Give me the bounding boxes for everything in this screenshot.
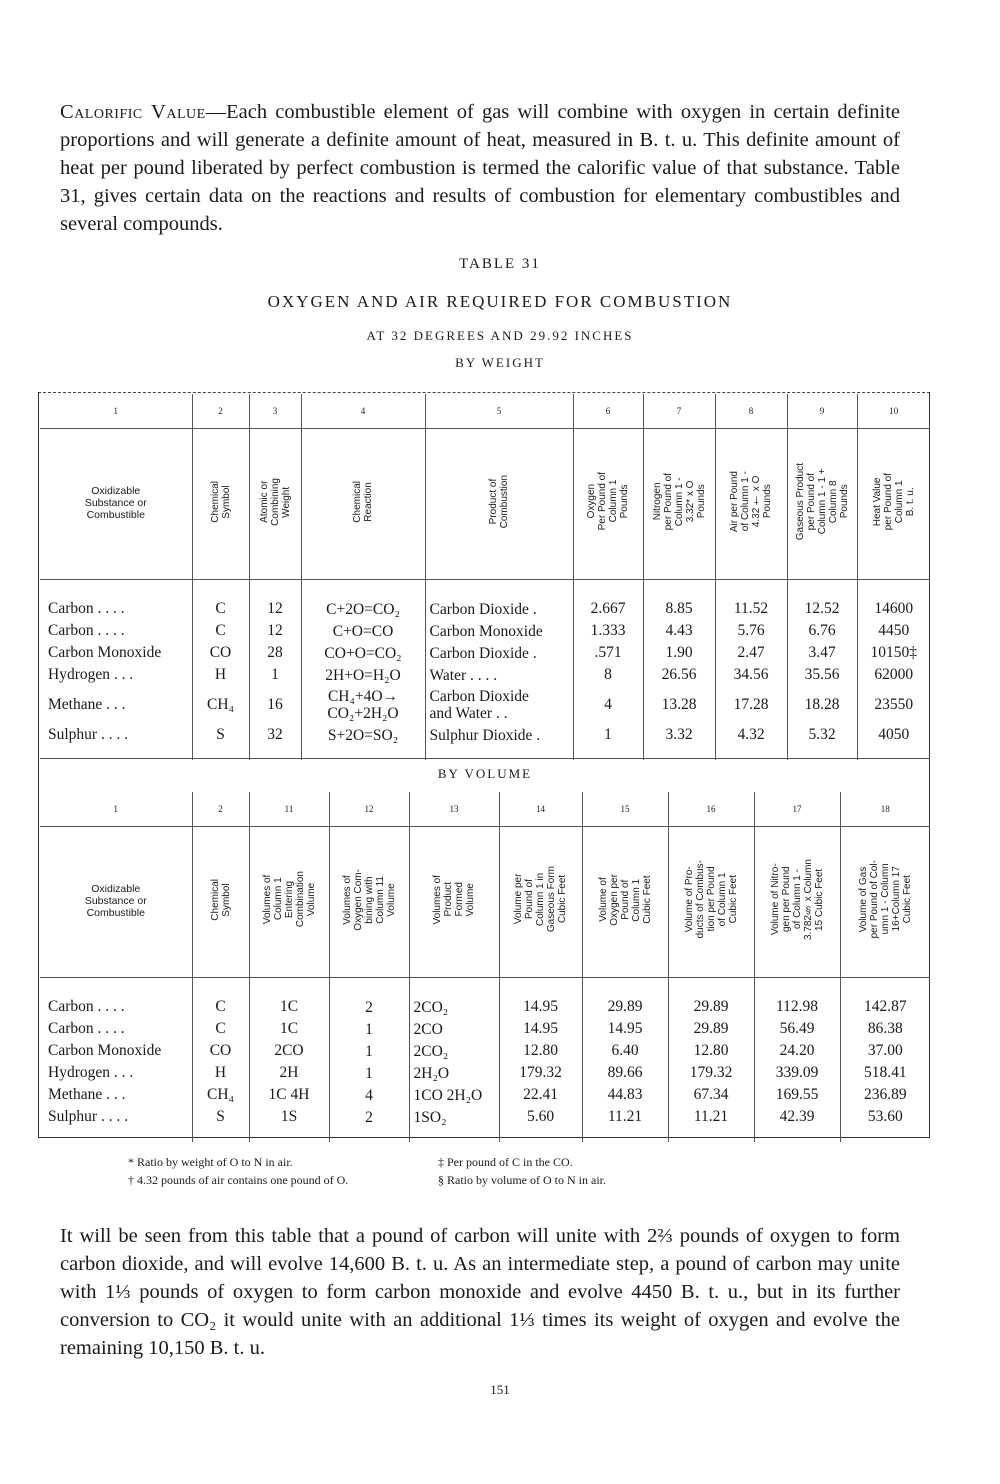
table-row — [40, 996, 930, 1018]
column-header — [249, 429, 301, 580]
footnote-star: * Ratio by weight of O to N in air. — [128, 1155, 293, 1169]
table-row — [40, 1040, 930, 1062]
cell-symbol: C — [192, 598, 249, 620]
cell-prod_cf: 179.32 — [668, 1062, 754, 1084]
cell-vol: 14.95 — [499, 996, 582, 1018]
intro-lead: Calorific Value — [60, 101, 206, 123]
column-header — [40, 429, 192, 580]
cell-reaction: 2H+O=H₂O — [301, 664, 425, 686]
column-header — [668, 827, 754, 978]
volume-section-label: BY VOLUME — [437, 766, 533, 781]
cell-symbol: C — [192, 996, 249, 1018]
column-number: 4 — [301, 394, 425, 429]
spacer-cell — [192, 1128, 249, 1142]
column-header-text: Volumes of Product Formed Volume — [432, 874, 476, 925]
spacer-cell — [301, 580, 425, 599]
conclusion-paragraph: It will be seen from this table that a pound of carbon will unite with 2⅔ pounds of oxygen to form carbon dioxide, and will evolve 14,600 B. t. u. As an intermediate step, a pound of carbon may unite with 1⅓ pounds of oxygen to form carbon monoxide and evolve 4450 B. t. u., but in its further conversion to CO₂ it would unite with an additional 1⅓ times its weight of oxygen and evolve the remaining 10,150 B. t. u. — [60, 1225, 900, 1359]
column-header-row — [40, 429, 930, 580]
spacer-cell — [329, 1128, 409, 1142]
column-number: 16 — [668, 792, 754, 827]
cell-oxy_cf: 14.95 — [582, 1018, 668, 1040]
cell-nitro_cf: 339.09 — [754, 1062, 840, 1084]
cell-gaseous: 5.32 — [787, 724, 857, 746]
spacer-cell — [715, 580, 787, 599]
cell-vol: 179.32 — [499, 1062, 582, 1084]
cell-oxy_cf: 11.21 — [582, 1106, 668, 1128]
cell-symbol: H — [192, 1062, 249, 1084]
spacer-cell — [40, 1128, 192, 1142]
cell-gaseous: 12.52 — [787, 598, 857, 620]
spacer-cell — [643, 580, 715, 599]
column-header — [301, 429, 425, 580]
cell-entering: 2CO — [249, 1040, 329, 1062]
cell-weight: 32 — [249, 724, 301, 746]
cell-product: 2H₂O — [409, 1062, 499, 1084]
spacer-cell — [499, 1128, 582, 1142]
cell-oxygen: 1 — [329, 1062, 409, 1084]
spacer-cell — [857, 580, 930, 599]
column-header-row — [40, 827, 930, 978]
spacer-cell — [249, 1128, 329, 1142]
cell-substance: Carbon . . . . — [48, 1020, 125, 1037]
cell-nitro_cf: 169.55 — [754, 1084, 840, 1106]
footnote-dagger: † 4.32 pounds of air contains one pound of O. — [128, 1173, 349, 1187]
cell-product: Carbon Dioxide . — [425, 642, 573, 664]
cell-reaction: CH₄+4O→ CO₂+2H₂O — [301, 686, 425, 724]
cell-symbol: CO — [192, 642, 249, 664]
cell-oxy_cf: 6.40 — [582, 1040, 668, 1062]
column-number: 14 — [499, 792, 582, 827]
cell-air: 34.56 — [715, 664, 787, 686]
column-header — [787, 429, 857, 580]
table-row — [40, 1084, 930, 1106]
column-number: 1 — [40, 394, 192, 429]
cell-oxygen: 2 — [329, 1106, 409, 1128]
column-header-text: Volume of Pro- ducts of Combus- tion per Pound of Column 1 Cubic Feet — [683, 860, 739, 939]
cell-heat: 62000 — [857, 664, 930, 686]
spacer-cell — [754, 1128, 840, 1142]
cell-oxygen: 1 — [573, 724, 643, 746]
cell-weight: 12 — [249, 620, 301, 642]
column-header-text: Product of Combustion — [488, 474, 510, 529]
spacer-cell — [668, 978, 754, 997]
cell-symbol: S — [192, 1106, 249, 1128]
cell-product: Sulphur Dioxide . — [425, 724, 573, 746]
cell-substance: Carbon Monoxide — [48, 644, 162, 661]
cell-heat: 4450 — [857, 620, 930, 642]
cell-prod_cf: 11.21 — [668, 1106, 754, 1128]
cell-nitrogen: 3.32 — [643, 724, 715, 746]
cell-air: 2.47 — [715, 642, 787, 664]
cell-heat: 10150‡ — [857, 642, 930, 664]
spacer-cell — [249, 978, 329, 997]
cell-gaseous: 3.47 — [787, 642, 857, 664]
cell-reaction: S+2O=SO₂ — [301, 724, 425, 746]
cell-weight: 28 — [249, 642, 301, 664]
cell-nitrogen: 13.28 — [643, 686, 715, 724]
cell-symbol: C — [192, 1018, 249, 1040]
column-number: 2 — [192, 394, 249, 429]
column-number: 18 — [840, 792, 930, 827]
cell-substance: Sulphur . . . . — [48, 1108, 129, 1125]
spacer-cell — [192, 580, 249, 599]
cell-heat: 4050 — [857, 724, 930, 746]
cell-substance: Carbon . . . . — [48, 998, 125, 1015]
column-header — [425, 429, 573, 580]
cell-vol: 14.95 — [499, 1018, 582, 1040]
column-header — [40, 827, 192, 978]
cell-entering: 2H — [249, 1062, 329, 1084]
spacer-cell — [425, 580, 573, 599]
spacer-cell — [192, 978, 249, 997]
intro-text: Each combustible element of gas will combine with oxygen in certain definite proportions and will generate a definite amount of heat, measured in B. t. u. This definite amount of heat per pound liberated by perfect combustion is termed the calorific value of that substance. Table 31, gives certain data on the reactions and results of combustion for elementary combustibles and several compounds. — [60, 101, 900, 235]
column-number: 11 — [249, 792, 329, 827]
cell-substance: Carbon . . . . — [48, 600, 125, 617]
cell-oxygen: 4 — [329, 1084, 409, 1106]
column-header — [192, 827, 249, 978]
cell-oxygen: 2 — [329, 996, 409, 1018]
cell-product: 1CO 2H₂O — [409, 1084, 499, 1106]
table-row — [40, 642, 930, 664]
column-header-text: Gaseous Product per Pound of Column 1 - 1 + Column 8 Pounds — [794, 462, 850, 541]
cell-oxygen: 8 — [573, 664, 643, 686]
cell-air: 5.76 — [715, 620, 787, 642]
column-header-text: Heat Value per Pound of Column 1 B. t. u. — [871, 472, 916, 531]
cell-nitrogen: 26.56 — [643, 664, 715, 686]
spacer-row — [40, 580, 930, 599]
spacer-cell — [668, 1128, 754, 1142]
column-header-text: Oxidizable Substance or Combustible — [84, 485, 147, 521]
cell-substance: Hydrogen . . . — [48, 666, 134, 683]
cell-substance: Sulphur . . . . — [48, 726, 129, 743]
cell-heat: 14600 — [857, 598, 930, 620]
column-header-text: Volume of Oxygen per Pound of Column 1 Cubic Feet — [597, 873, 653, 926]
page-number: 151 — [490, 1382, 510, 1397]
column-header-text: Chemical Symbol — [209, 878, 232, 921]
column-header-text: Volume of Gas per Pound of Col- umn 1 - Column 16+Column 17 Cubic Feet — [857, 860, 913, 939]
cell-symbol: CO — [192, 1040, 249, 1062]
spacer-cell — [329, 978, 409, 997]
cell-gaseous: 6.76 — [787, 620, 857, 642]
column-header-text: Oxygen Per Pound of Column 1 Pounds — [586, 472, 630, 531]
spacer-cell — [409, 978, 499, 997]
spacer-cell — [40, 580, 192, 599]
cell-product: 2CO₂ — [409, 1040, 499, 1062]
spacer-cell — [573, 580, 643, 599]
spacer-cell — [754, 978, 840, 997]
spacer-row — [40, 978, 930, 997]
column-number: 8 — [715, 394, 787, 429]
cell-reaction: C+2O=CO₂ — [301, 598, 425, 620]
cell-gas_cf: 53.60 — [840, 1106, 930, 1128]
column-header — [840, 827, 930, 978]
column-number: 9 — [787, 394, 857, 429]
column-header — [329, 827, 409, 978]
column-header-text: Atomic or Combining Weight — [258, 477, 292, 526]
footnote-double-dagger: ‡ Per pound of C in the CO. — [438, 1155, 573, 1169]
table-row — [40, 664, 930, 686]
column-header-text: Chemical Symbol — [209, 480, 232, 523]
cell-vol: 5.60 — [499, 1106, 582, 1128]
spacer-cell — [582, 978, 668, 997]
cell-product: 2CO₂ — [409, 996, 499, 1018]
cell-prod_cf: 29.89 — [668, 996, 754, 1018]
column-header — [499, 827, 582, 978]
cell-substance: Hydrogen . . . — [48, 1064, 134, 1081]
cell-air: 11.52 — [715, 598, 787, 620]
cell-weight: 12 — [249, 598, 301, 620]
column-number: 5 — [425, 394, 573, 429]
cell-substance: Carbon . . . . — [48, 622, 125, 639]
column-header — [192, 429, 249, 580]
column-number: 7 — [643, 394, 715, 429]
table-row — [40, 686, 930, 724]
column-header-text: Nitrogen per Pound of Column 1 - 3.32* x O Pounds — [651, 472, 707, 531]
cell-nitro_cf: 42.39 — [754, 1106, 840, 1128]
cell-product: Carbon Dioxide . — [425, 598, 573, 620]
cell-gas_cf: 236.89 — [840, 1084, 930, 1106]
cell-product: Water . . . . — [425, 664, 573, 686]
weight-table — [40, 394, 930, 760]
cell-prod_cf: 29.89 — [668, 1018, 754, 1040]
column-number-row — [40, 394, 930, 429]
footnote-section: § Ratio by volume of O to N in air. — [438, 1173, 606, 1187]
cell-product: Carbon Dioxide and Water . . — [425, 686, 573, 724]
column-number: 10 — [857, 394, 930, 429]
cell-nitrogen: 4.43 — [643, 620, 715, 642]
cell-reaction: C+O=CO — [301, 620, 425, 642]
column-number: 13 — [409, 792, 499, 827]
column-header — [409, 827, 499, 978]
column-header — [573, 429, 643, 580]
column-header-text: Volume of Nitro- gen per Pound of Column 1 - 3.782§ x Column 15 Cubic Feet — [769, 858, 825, 941]
weight-section-label: BY WEIGHT — [455, 355, 545, 370]
cell-symbol: S — [192, 724, 249, 746]
cell-entering: 1S — [249, 1106, 329, 1128]
table-subtitle: AT 32 DEGREES AND 29.92 INCHES — [366, 328, 634, 343]
column-header — [715, 429, 787, 580]
column-header-text: Volumes of Column 1 Entering Combination Volume — [261, 871, 317, 928]
cell-oxygen: 4 — [573, 686, 643, 724]
column-header-text: Volumes of Oxygen Com- bining with Column 11 Volume — [341, 868, 397, 931]
spacer-cell — [249, 580, 301, 599]
cell-oxy_cf: 89.66 — [582, 1062, 668, 1084]
cell-air: 4.32 — [715, 724, 787, 746]
spacer-row — [40, 1128, 930, 1142]
cell-vol: 12.80 — [499, 1040, 582, 1062]
column-header — [857, 429, 930, 580]
column-header-text: Volume per Pound of Column 1 in Gaseous Form Cubic Feet — [513, 866, 568, 933]
spacer-cell — [840, 978, 930, 997]
column-header-text: Oxidizable Substance or Combustible — [84, 883, 147, 919]
spacer-cell — [787, 580, 857, 599]
column-number: 15 — [582, 792, 668, 827]
cell-oxygen: 1 — [329, 1040, 409, 1062]
column-number-row — [40, 792, 930, 827]
column-header-text: Air per Pound of Column 1 - 4.32 † x O Pounds — [729, 470, 773, 533]
cell-weight: 1 — [249, 664, 301, 686]
cell-product: Carbon Monoxide — [425, 620, 573, 642]
cell-gas_cf: 518.41 — [840, 1062, 930, 1084]
cell-oxy_cf: 44.83 — [582, 1084, 668, 1106]
cell-nitro_cf: 112.98 — [754, 996, 840, 1018]
section-divider — [40, 758, 930, 759]
cell-entering: 1C — [249, 1018, 329, 1040]
column-number: 3 — [249, 394, 301, 429]
cell-product: 2CO — [409, 1018, 499, 1040]
cell-nitro_cf: 24.20 — [754, 1040, 840, 1062]
cell-reaction: CO+O=CO₂ — [301, 642, 425, 664]
column-number: 1 — [40, 792, 192, 827]
cell-oxygen: 1.333 — [573, 620, 643, 642]
column-header — [754, 827, 840, 978]
cell-gas_cf: 37.00 — [840, 1040, 930, 1062]
cell-gaseous: 35.56 — [787, 664, 857, 686]
column-number: 2 — [192, 792, 249, 827]
cell-oxygen: .571 — [573, 642, 643, 664]
cell-symbol: CH₄ — [192, 1084, 249, 1106]
spacer-cell — [840, 1128, 930, 1142]
column-number: 6 — [573, 394, 643, 429]
cell-oxygen: 1 — [329, 1018, 409, 1040]
cell-nitro_cf: 56.49 — [754, 1018, 840, 1040]
cell-gaseous: 18.28 — [787, 686, 857, 724]
table-title: OXYGEN AND AIR REQUIRED FOR COMBUSTION — [267, 292, 733, 311]
cell-gas_cf: 86.38 — [840, 1018, 930, 1040]
intro-paragraph — [60, 98, 900, 238]
table-row — [40, 620, 930, 642]
cell-substance: Methane . . . — [48, 696, 126, 713]
spacer-cell — [499, 978, 582, 997]
cell-oxy_cf: 29.89 — [582, 996, 668, 1018]
table-row — [40, 1062, 930, 1084]
column-header — [249, 827, 329, 978]
cell-prod_cf: 67.34 — [668, 1084, 754, 1106]
cell-air: 17.28 — [715, 686, 787, 724]
cell-substance: Methane . . . — [48, 1086, 126, 1103]
table-row — [40, 1018, 930, 1040]
cell-nitrogen: 1.90 — [643, 642, 715, 664]
column-number: 17 — [754, 792, 840, 827]
table-number: TABLE 31 — [459, 256, 541, 272]
table-row — [40, 1106, 930, 1128]
cell-substance: Carbon Monoxide — [48, 1042, 162, 1059]
cell-nitrogen: 8.85 — [643, 598, 715, 620]
cell-symbol: CH₄ — [192, 686, 249, 724]
cell-prod_cf: 12.80 — [668, 1040, 754, 1062]
volume-table — [40, 792, 930, 1142]
column-header — [643, 429, 715, 580]
column-number: 12 — [329, 792, 409, 827]
cell-entering: 1C 4H — [249, 1084, 329, 1106]
cell-entering: 1C — [249, 996, 329, 1018]
table-row — [40, 724, 930, 746]
cell-gas_cf: 142.87 — [840, 996, 930, 1018]
column-header-text: Chemical Reaction — [352, 480, 374, 523]
cell-oxygen: 2.667 — [573, 598, 643, 620]
cell-weight: 16 — [249, 686, 301, 724]
spacer-cell — [40, 978, 192, 997]
cell-vol: 22.41 — [499, 1084, 582, 1106]
spacer-cell — [582, 1128, 668, 1142]
table-row — [40, 598, 930, 620]
cell-symbol: H — [192, 664, 249, 686]
cell-product: 1SO₂ — [409, 1106, 499, 1128]
column-header — [582, 827, 668, 978]
cell-heat: 23550 — [857, 686, 930, 724]
cell-symbol: C — [192, 620, 249, 642]
spacer-cell — [409, 1128, 499, 1142]
intro-dash: — — [205, 101, 227, 123]
